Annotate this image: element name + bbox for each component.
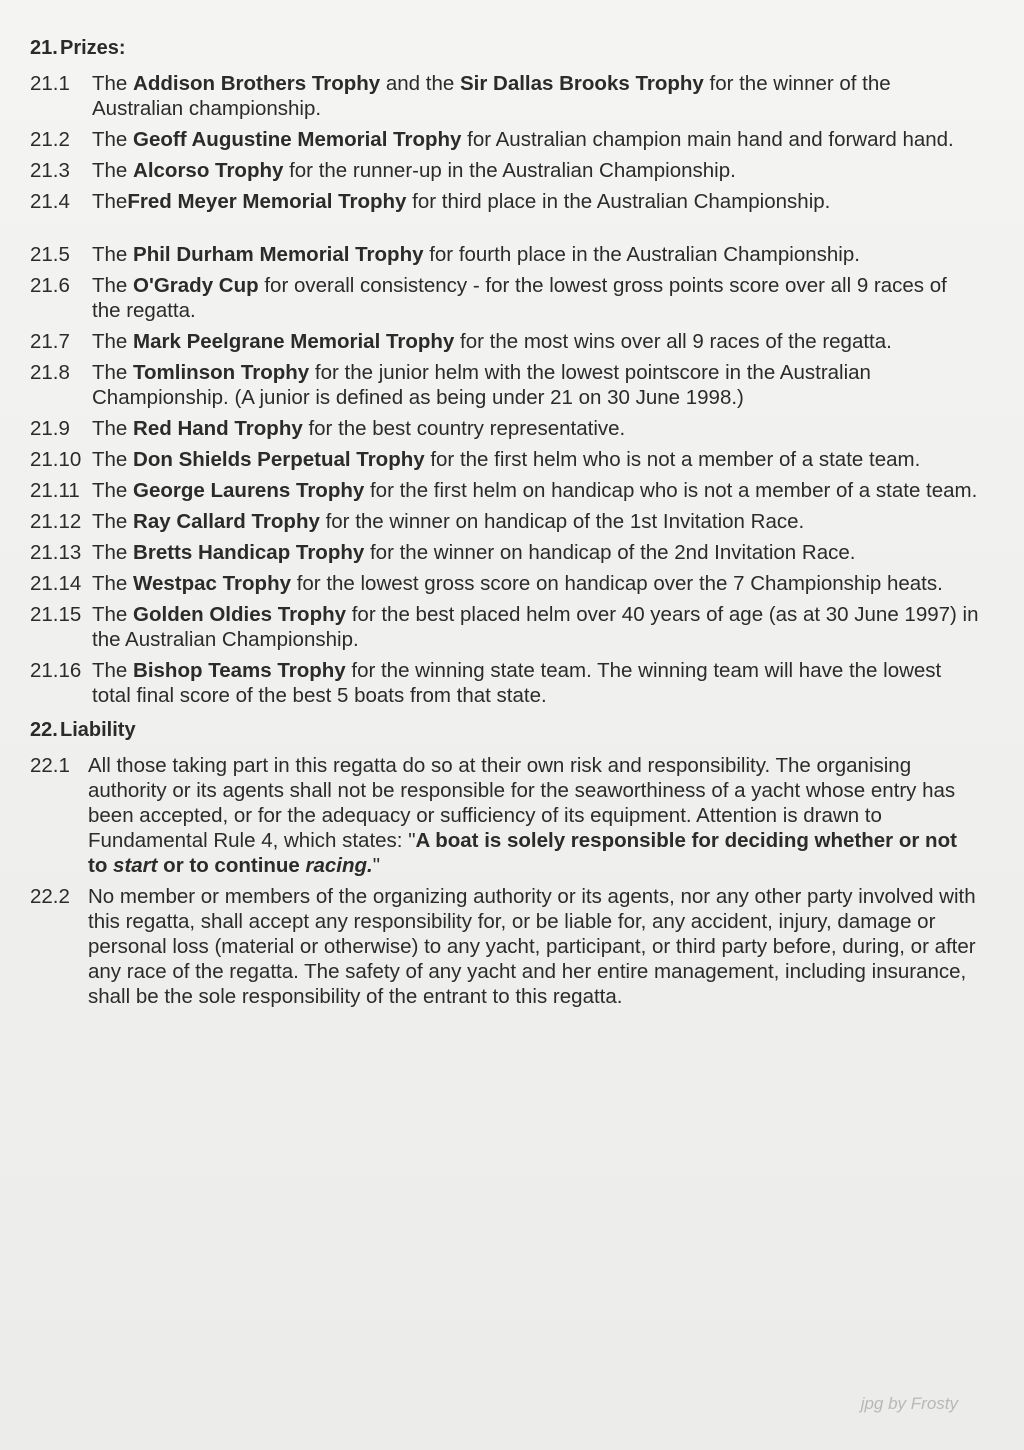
prize-item-21-1 <box>30 71 980 121</box>
prize-number: 21.7 <box>30 330 70 353</box>
trophy-name: Bretts Handicap Trophy <box>133 541 365 564</box>
rule-quote-racing: racing. <box>305 854 373 877</box>
prize-item-21-8 <box>30 360 980 410</box>
prize-number: 21.12 <box>30 510 82 533</box>
prize-number: 21.1 <box>30 72 70 95</box>
trophy-name: Tomlinson Trophy <box>133 361 310 384</box>
prize-number: 21.11 <box>30 479 80 502</box>
section-22-heading <box>30 718 980 743</box>
prize-number: 21.6 <box>30 274 70 297</box>
prize-item-21-2 <box>30 127 980 152</box>
trophy-name: Geoff Augustine Memorial Trophy <box>133 128 462 151</box>
trophy-name: Addison Brothers Trophy <box>133 72 381 95</box>
prize-description: The <box>92 72 134 95</box>
trophy-name: Golden Oldies Trophy <box>133 603 347 626</box>
prize-description: for the junior helm with the lowest pointscore in the Australian Championship. (A junior is defined as being under 21 on 30 June 1998.) <box>92 361 871 409</box>
prize-text <box>92 158 980 183</box>
prize-description: The <box>92 361 134 384</box>
prize-item-21-9 <box>30 416 980 441</box>
prize-number: 21.2 <box>30 128 70 151</box>
prize-description: The <box>92 541 134 564</box>
prize-description: The <box>92 128 134 151</box>
prize-number: 21.9 <box>30 417 70 440</box>
prize-description: The <box>92 417 134 440</box>
prize-description: for third place in the Australian Championship. <box>406 190 831 213</box>
prize-number: 21.4 <box>30 190 70 213</box>
prize-description: for Australian champion main hand and forward hand. <box>461 128 954 151</box>
prize-item-21-3 <box>30 158 980 183</box>
prize-description: The <box>92 190 128 213</box>
prize-number: 21.14 <box>30 572 82 595</box>
prize-description: and the <box>380 72 460 95</box>
rule-quote: A boat is solely responsible for deciding whether or not to <box>88 829 957 877</box>
trophy-name: Bishop Teams Trophy <box>133 659 346 682</box>
prize-text <box>92 360 980 410</box>
prize-number: 21.15 <box>30 603 82 626</box>
prize-description: The <box>92 448 134 471</box>
trophy-name: Mark Peelgrane Memorial Trophy <box>133 330 455 353</box>
prize-text <box>92 509 980 534</box>
rule-quote-cont: or to continue <box>157 854 306 877</box>
prize-text <box>92 658 980 708</box>
prize-description: for the lowest gross score on handicap over the 7 Championship heats. <box>291 572 943 595</box>
prize-text <box>92 329 980 354</box>
trophy-name: O'Grady Cup <box>133 274 259 297</box>
prize-text <box>92 127 980 152</box>
prize-item-21-5 <box>30 242 980 267</box>
prize-text <box>92 242 980 267</box>
document-body <box>30 36 980 1015</box>
prize-description: The <box>92 510 134 533</box>
section-number: 21. <box>30 37 58 59</box>
prize-description: The <box>92 659 134 682</box>
prize-item-21-7 <box>30 329 980 354</box>
prize-text <box>92 416 980 441</box>
prize-description: for the winning state team. The winning team will have the lowest total final score of the best 5 boats from that state. <box>92 659 942 707</box>
prize-description: The <box>92 572 134 595</box>
photo-credit: jpg by Frosty <box>860 1394 958 1413</box>
prize-text <box>92 478 980 503</box>
prize-description: The <box>92 330 134 353</box>
prize-item-21-6 <box>30 273 980 323</box>
prize-item-21-13 <box>30 540 980 565</box>
prize-number: 21.3 <box>30 159 70 182</box>
clause-text <box>88 753 980 878</box>
trophy-name: Alcorso Trophy <box>133 159 284 182</box>
prize-number: 21.10 <box>30 448 82 471</box>
clause-number: 22.2 <box>30 885 70 908</box>
prize-description: for the runner-up in the Australian Championship. <box>283 159 736 182</box>
prize-item-21-14 <box>30 571 980 596</box>
prize-description: The <box>92 603 134 626</box>
prize-item-21-15 <box>30 602 980 652</box>
prize-number: 21.16 <box>30 659 82 682</box>
trophy-name: Red Hand Trophy <box>133 417 303 440</box>
rule-quote-start: start <box>113 854 158 877</box>
trophy-name: George Laurens Trophy <box>133 479 365 502</box>
liability-clause-22-2 <box>30 884 980 1009</box>
prize-text <box>92 273 980 323</box>
prize-item-21-11 <box>30 478 980 503</box>
prize-text <box>92 189 980 214</box>
spacer <box>30 220 980 242</box>
trophy-name: Phil Durham Memorial Trophy <box>133 243 424 266</box>
prize-description: for the best country representative. <box>302 417 626 440</box>
clause-body: All those taking part in this regatta do so at their own risk and responsibility. The organising authority or its agents shall not be responsible for the seaworthiness of a yacht whose entry has been accepted, or for the adequacy or sufficiency of its equipment. Attention is drawn to Fundamental Rule 4, which states: " <box>88 754 956 852</box>
prize-item-21-10 <box>30 447 980 472</box>
trophy-name: Ray Callard Trophy <box>133 510 320 533</box>
prize-item-21-16 <box>30 658 980 708</box>
prize-description: for the winner of the Australian championship. <box>92 72 891 120</box>
prize-text <box>92 447 980 472</box>
clause-text: No member or members of the organizing authority or its agents, nor any other party involved with this regatta, shall accept any responsibility for, or be liable for, any accident, injury, damage or personal loss (material or otherwise) to any yacht, participant, or third party before, during, or after any race of the regatta. The safety of any yacht and her entire management, including insurance, shall be the sole responsibility of the entrant to this regatta. <box>88 885 976 1008</box>
prize-item-21-12 <box>30 509 980 534</box>
prize-description: for the best placed helm over 40 years of age (as at 30 June 1997) in the Australian Championship. <box>92 603 979 651</box>
prize-number: 21.5 <box>30 243 70 266</box>
prize-text <box>92 71 980 121</box>
prize-number: 21.8 <box>30 361 70 384</box>
prize-description: The <box>92 159 134 182</box>
prize-description: The <box>92 243 134 266</box>
prize-text <box>92 540 980 565</box>
prize-description: for the first helm on handicap who is not a member of a state team. <box>364 479 978 502</box>
section-title: Prizes: <box>60 37 126 59</box>
prize-text <box>92 571 980 596</box>
prize-number: 21.13 <box>30 541 82 564</box>
prize-item-21-4 <box>30 189 980 214</box>
trophy-name: Westpac Trophy <box>133 572 291 595</box>
prize-description: for the winner on handicap of the 2nd Invitation Race. <box>364 541 856 564</box>
trophy-name: Fred Meyer Memorial Trophy <box>127 190 407 213</box>
trophy-name: Sir Dallas Brooks Trophy <box>459 72 704 95</box>
prize-text <box>92 602 980 652</box>
prize-description: The <box>92 274 134 297</box>
section-number: 22. <box>30 719 58 741</box>
prize-description: for fourth place in the Australian Championship. <box>423 243 860 266</box>
prize-description: for overall consistency - for the lowest gross points score over all 9 races of the regatta. <box>92 274 947 322</box>
quote-close: " <box>372 854 381 877</box>
liability-clause-22-1 <box>30 753 980 878</box>
section-21-heading <box>30 36 980 61</box>
prize-description: for the winner on handicap of the 1st Invitation Race. <box>319 510 805 533</box>
prize-description: for the most wins over all 9 races of the regatta. <box>454 330 892 353</box>
trophy-name: Don Shields Perpetual Trophy <box>133 448 425 471</box>
clause-number: 22.1 <box>30 754 70 777</box>
prize-description: The <box>92 479 134 502</box>
prizes-list <box>30 71 980 708</box>
prize-description: for the first helm who is not a member of a state team. <box>424 448 921 471</box>
section-title: Liability <box>60 719 136 741</box>
